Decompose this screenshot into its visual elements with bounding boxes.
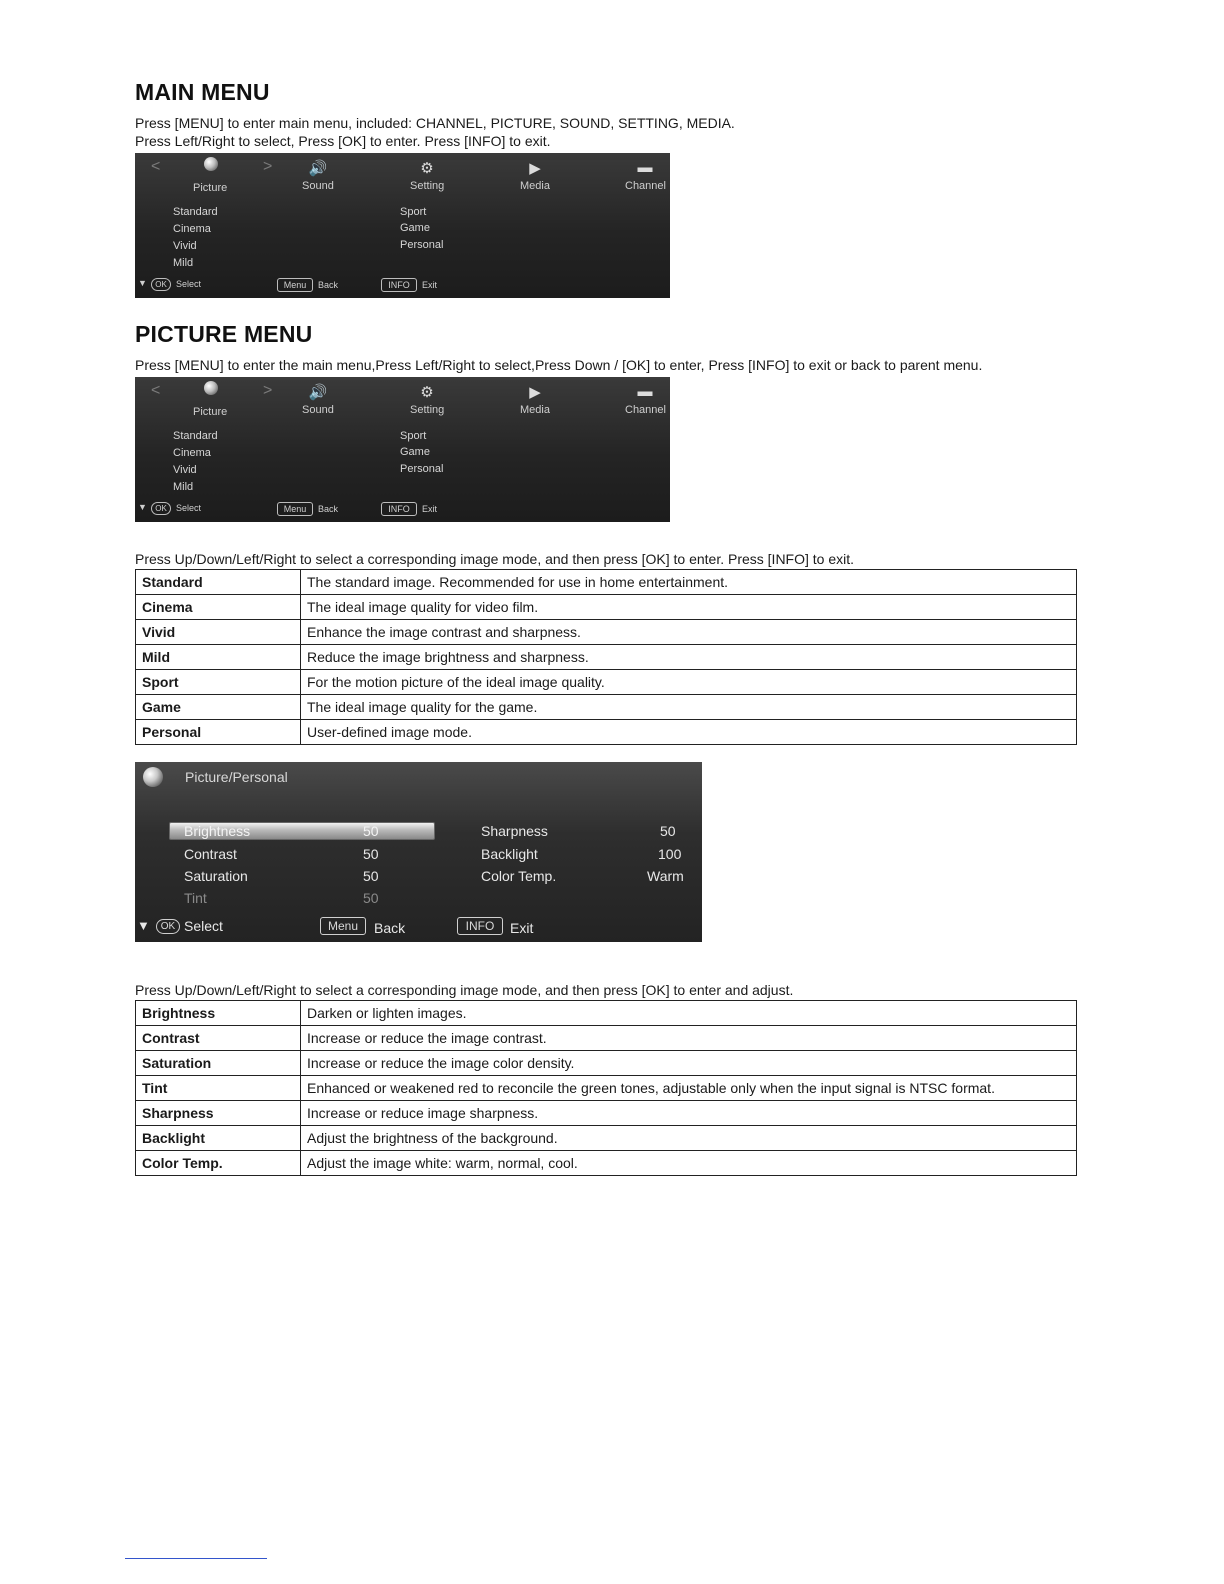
ok-key-icon: OK	[156, 919, 180, 934]
table-row	[136, 595, 1077, 620]
mode-name: Sport	[136, 670, 301, 695]
picture-menu-title: PICTURE MENU	[135, 321, 313, 347]
tab-sound: Sound	[302, 180, 334, 192]
down-arrow-icon: ▼	[137, 918, 150, 933]
adjust-table	[135, 1000, 1077, 1176]
select-label: Select	[176, 279, 202, 289]
mode-cinema: Cinema	[173, 447, 211, 459]
setting-name: Backlight	[136, 1126, 301, 1151]
menu-key-icon: Menu	[277, 502, 313, 516]
ok-key-icon: OK	[151, 278, 171, 291]
table-row	[136, 1001, 1077, 1026]
mode-standard: Standard	[173, 206, 218, 218]
select-label: Select	[176, 503, 202, 513]
image-mode-table	[135, 569, 1077, 745]
down-arrow-icon: ▼	[138, 278, 147, 288]
back-label: Back	[318, 280, 339, 290]
tab-setting: Setting	[410, 180, 445, 192]
tab-picture: Picture	[193, 182, 228, 194]
mode-name: Cinema	[136, 595, 301, 620]
mode-mild: Mild	[173, 481, 194, 493]
mode-desc: The standard image. Recommended for use in home entertainment.	[301, 570, 1077, 595]
image-mode-intro: Press Up/Down/Left/Right to select a corresponding image mode, and then press [OK] to enter. Press [INFO] to exit.	[135, 551, 855, 567]
setting-name: Color Temp.	[136, 1151, 301, 1176]
setting-desc: Adjust the brightness of the background.	[301, 1126, 1077, 1151]
tint-value: 50	[363, 890, 379, 906]
mode-sport: Sport	[400, 430, 427, 442]
setting-name: Saturation	[136, 1051, 301, 1076]
back-label: Back	[374, 920, 406, 936]
tint-label: Tint	[184, 890, 207, 906]
table-row	[136, 670, 1077, 695]
setting-desc: Increase or reduce the image color density.	[301, 1051, 1077, 1076]
footnote-divider	[125, 1558, 267, 1559]
setting-desc: Increase or reduce the image contrast.	[301, 1026, 1077, 1051]
tv-main-menu-screenshot	[135, 153, 670, 298]
menu-key-icon: Menu	[320, 917, 366, 935]
back-label: Back	[318, 504, 339, 514]
mode-name: Personal	[136, 720, 301, 745]
table-row	[136, 1126, 1077, 1151]
tab-channel: Channel	[625, 180, 666, 192]
table-row	[136, 570, 1077, 595]
main-menu-title: MAIN MENU	[135, 79, 270, 105]
picture-icon	[204, 381, 218, 395]
main-menu-instruction-1: Press [MENU] to enter main menu, included: CHANNEL, PICTURE, SOUND, SETTING, MEDIA.	[135, 115, 735, 131]
left-arrow-icon: <	[151, 158, 161, 175]
mode-standard: Standard	[173, 430, 218, 442]
sharpness-value: 50	[660, 823, 676, 839]
tab-setting: Setting	[410, 404, 445, 416]
setting-desc: Increase or reduce image sharpness.	[301, 1101, 1077, 1126]
picture-icon	[143, 767, 163, 787]
adjust-intro: Press Up/Down/Left/Right to select a corresponding image mode, and then press [OK] to enter and adjust.	[135, 982, 794, 998]
mode-desc: User-defined image mode.	[301, 720, 1077, 745]
sharpness-label: Sharpness	[481, 823, 548, 839]
mode-vivid: Vivid	[173, 240, 197, 252]
table-row	[136, 620, 1077, 645]
table-row	[136, 695, 1077, 720]
brightness-value: 50	[363, 823, 379, 839]
ok-key-icon: OK	[151, 502, 171, 515]
info-key-icon: INFO	[381, 278, 417, 292]
mode-name: Standard	[136, 570, 301, 595]
play-icon: ▶	[529, 160, 541, 177]
mode-name: Vivid	[136, 620, 301, 645]
mode-personal: Personal	[400, 239, 444, 251]
mode-name: Mild	[136, 645, 301, 670]
setting-desc: Adjust the image white: warm, normal, cool.	[301, 1151, 1077, 1176]
tab-media: Media	[520, 180, 550, 192]
down-arrow-icon: ▼	[138, 502, 147, 512]
info-key-icon: INFO	[381, 502, 417, 516]
select-label: Select	[184, 918, 223, 934]
speaker-icon: 🔊	[308, 160, 328, 177]
gear-icon: ⚙	[420, 384, 434, 401]
play-icon: ▶	[529, 384, 541, 401]
backlight-label: Backlight	[481, 846, 538, 862]
exit-label: Exit	[422, 504, 438, 514]
tab-sound: Sound	[302, 404, 334, 416]
picture-menu-instruction: Press [MENU] to enter the main menu,Press Left/Right to select,Press Down / [OK] to enter, Press [INFO] to exit or back to parent menu.	[135, 357, 983, 373]
setting-desc: Enhanced or weakened red to reconcile the green tones, adjustable only when the input signal is NTSC format.	[301, 1076, 1077, 1101]
color-temp-value: Warm	[647, 868, 684, 884]
right-arrow-icon: >	[263, 382, 273, 399]
backlight-value: 100	[658, 846, 682, 862]
right-arrow-icon: >	[263, 158, 273, 175]
tv-picture-menu-screenshot	[135, 377, 670, 522]
brightness-label: Brightness	[184, 823, 251, 839]
table-row	[136, 720, 1077, 745]
mode-desc: Enhance the image contrast and sharpness.	[301, 620, 1077, 645]
mode-desc: For the motion picture of the ideal image quality.	[301, 670, 1077, 695]
setting-name: Contrast	[136, 1026, 301, 1051]
table-row	[136, 1076, 1077, 1101]
setting-name: Sharpness	[136, 1101, 301, 1126]
table-row	[136, 1026, 1077, 1051]
exit-label: Exit	[510, 920, 534, 936]
main-menu-instruction-2: Press Left/Right to select, Press [OK] to enter. Press [INFO] to exit.	[135, 133, 551, 149]
left-arrow-icon: <	[151, 382, 161, 399]
saturation-value: 50	[363, 868, 379, 884]
mode-cinema: Cinema	[173, 223, 211, 235]
picture-personal-screenshot	[135, 762, 702, 942]
mode-vivid: Vivid	[173, 464, 197, 476]
mode-desc: The ideal image quality for video film.	[301, 595, 1077, 620]
tab-media: Media	[520, 404, 550, 416]
tv-icon: ▬	[637, 159, 653, 176]
table-row	[136, 645, 1077, 670]
exit-label: Exit	[422, 280, 438, 290]
panel-title: Picture/Personal	[185, 769, 288, 785]
picture-icon	[204, 157, 218, 171]
mode-game: Game	[400, 446, 430, 458]
mode-personal: Personal	[400, 463, 444, 475]
mode-game: Game	[400, 222, 430, 234]
table-row	[136, 1101, 1077, 1126]
contrast-label: Contrast	[184, 846, 237, 862]
tab-picture: Picture	[193, 406, 228, 418]
color-temp-label: Color Temp.	[481, 868, 557, 884]
mode-mild: Mild	[173, 257, 194, 269]
table-row	[136, 1151, 1077, 1176]
table-row	[136, 1051, 1077, 1076]
info-key-icon: INFO	[457, 917, 503, 935]
tv-icon: ▬	[637, 383, 653, 400]
tab-channel: Channel	[625, 404, 666, 416]
gear-icon: ⚙	[420, 160, 434, 177]
saturation-label: Saturation	[184, 868, 248, 884]
mode-desc: Reduce the image brightness and sharpness.	[301, 645, 1077, 670]
mode-desc: The ideal image quality for the game.	[301, 695, 1077, 720]
mode-sport: Sport	[400, 206, 427, 218]
speaker-icon: 🔊	[308, 384, 328, 401]
setting-desc: Darken or lighten images.	[301, 1001, 1077, 1026]
mode-name: Game	[136, 695, 301, 720]
setting-name: Tint	[136, 1076, 301, 1101]
menu-key-icon: Menu	[277, 278, 313, 292]
contrast-value: 50	[363, 846, 379, 862]
setting-name: Brightness	[136, 1001, 301, 1026]
